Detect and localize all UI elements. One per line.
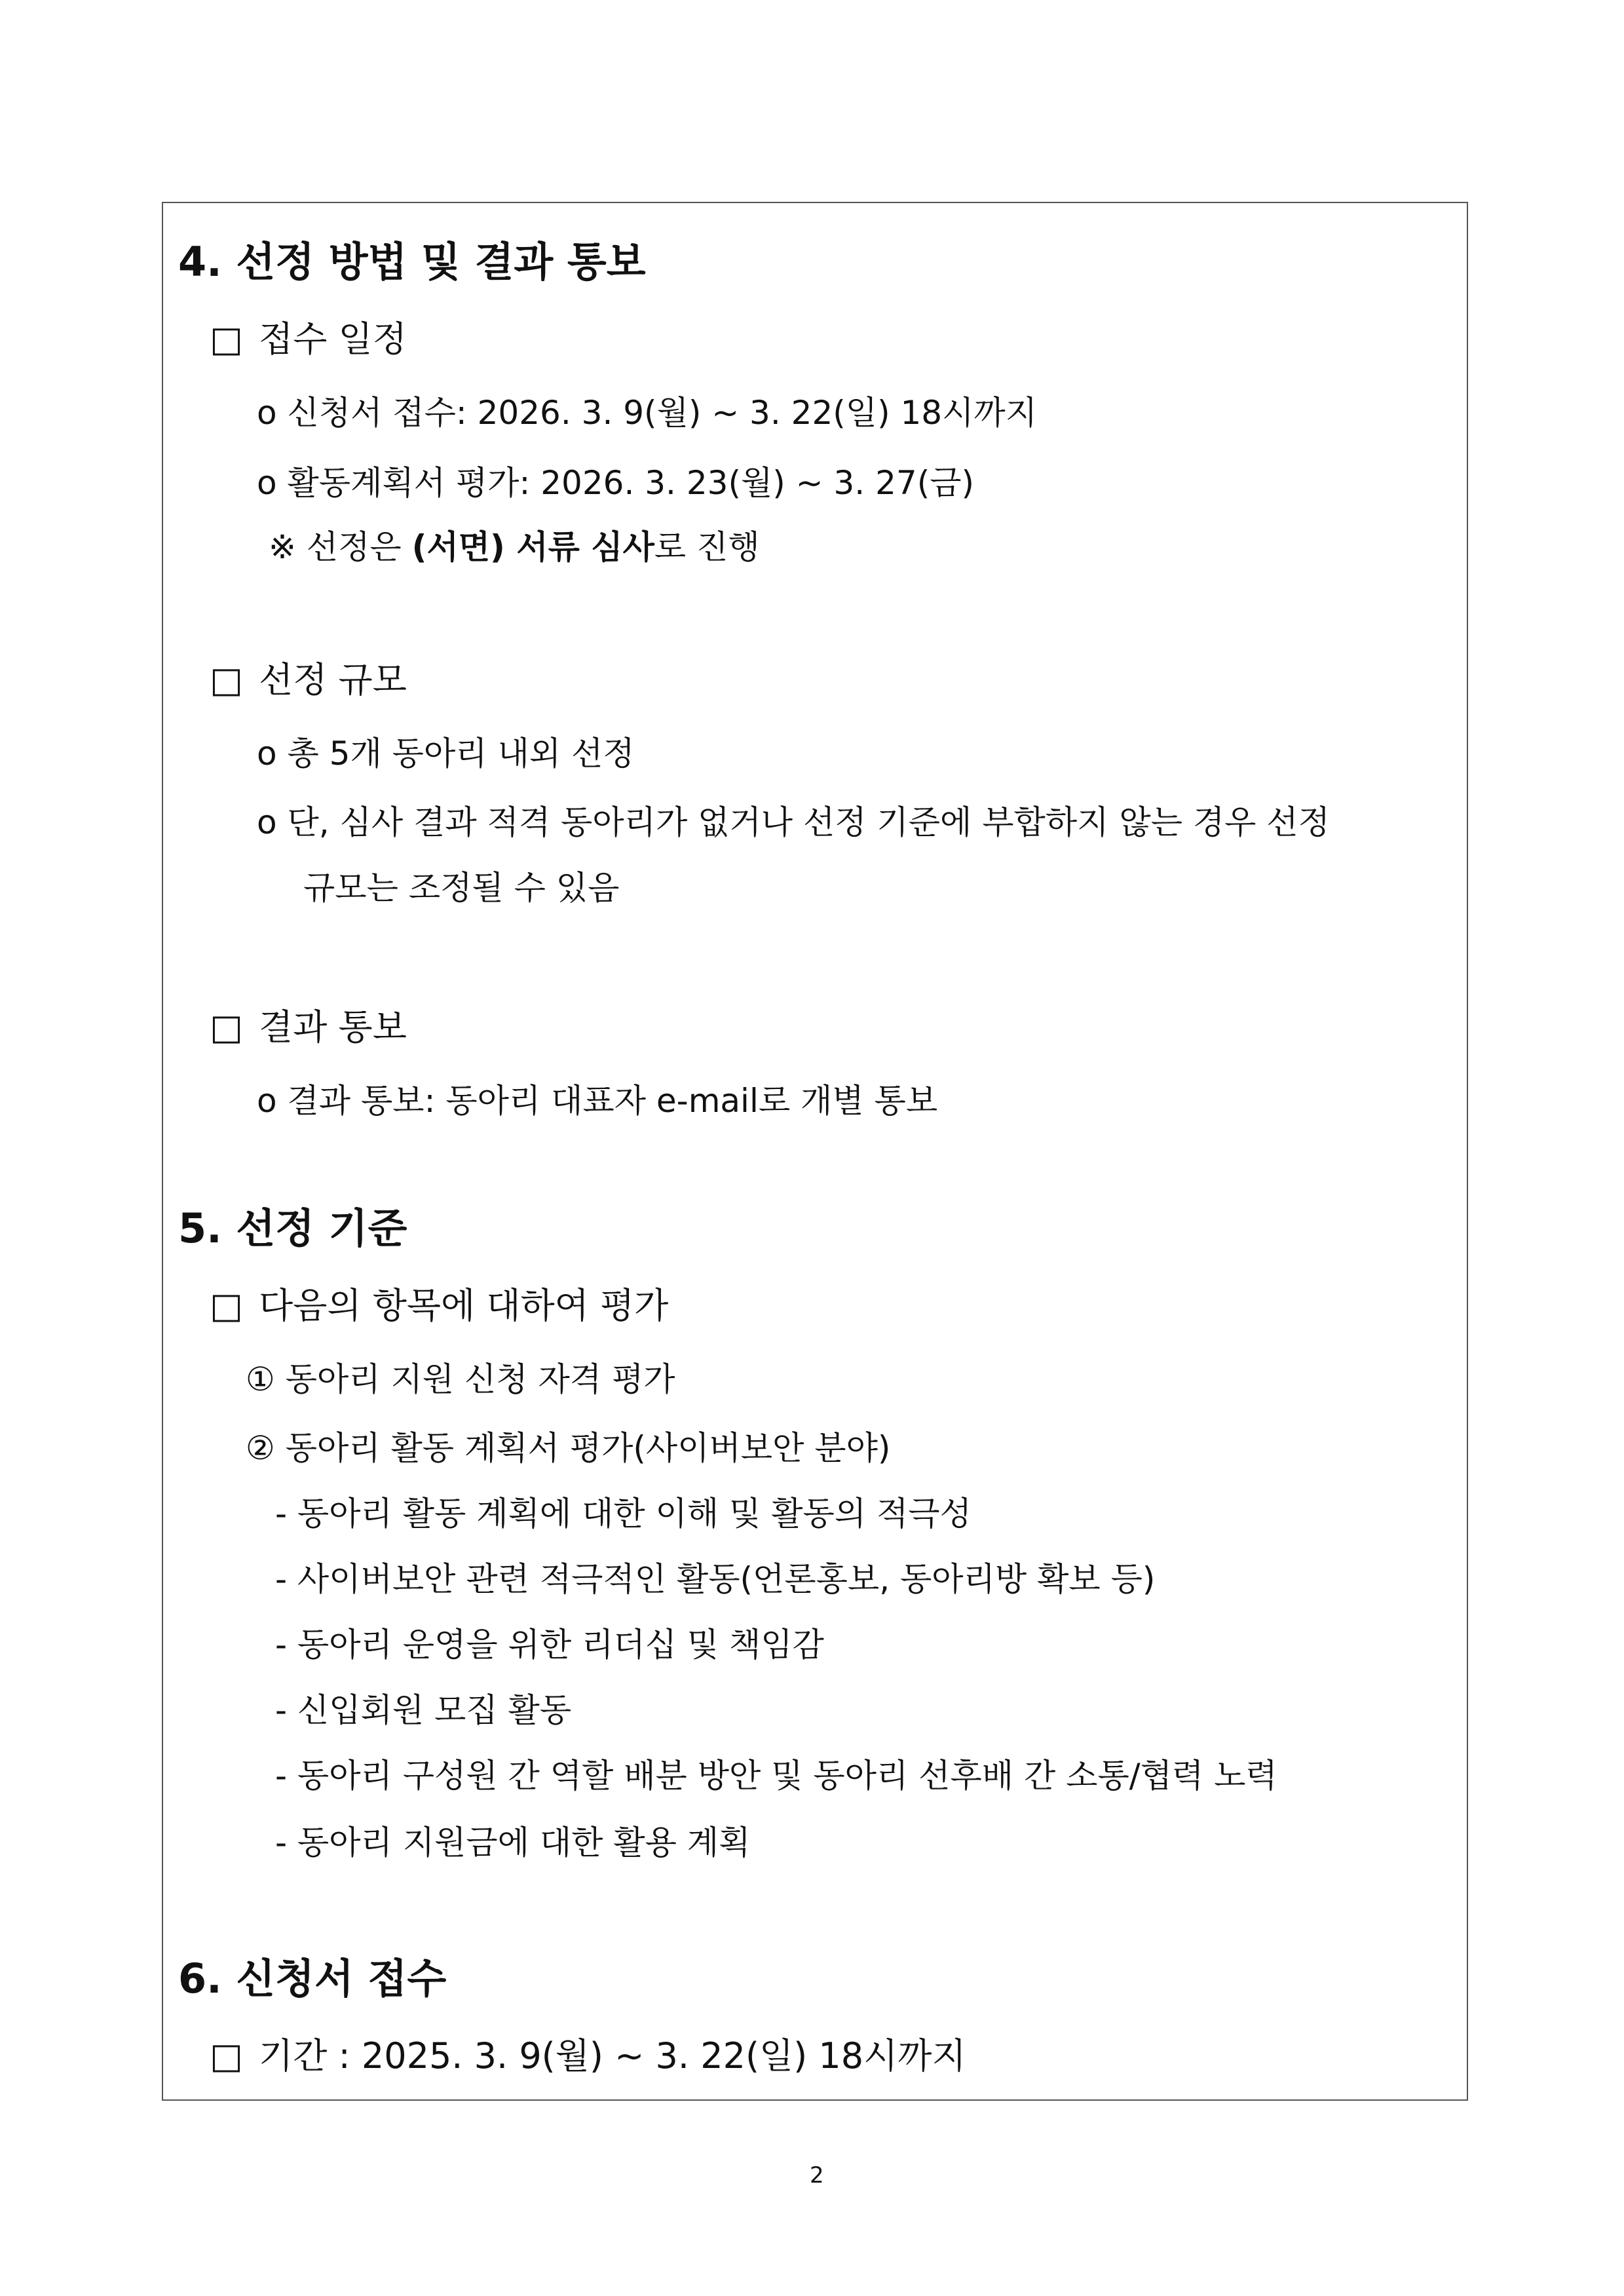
criteria-numbered-1: ① 동아리 지원 신청 자격 평가 — [246, 1360, 675, 1398]
reception-item-2: o 활동계획서 평가: 2026. 3. 23(월) ~ 3. 27(금) — [257, 464, 975, 502]
scale-item-1: o 총 5개 동아리 내외 선정 — [257, 735, 635, 773]
criteria-bullet-3: - 동아리 운영을 위한 리더십 및 책임감 — [275, 1626, 824, 1664]
reception-note — [269, 521, 760, 568]
result-heading-label: 결과 통보 — [259, 1006, 407, 1048]
note-suffix: 로 진행 — [654, 528, 760, 566]
scale-heading-label: 선정 규모 — [259, 659, 407, 700]
criteria-heading-label: 다음의 항목에 대하여 평가 — [259, 1285, 669, 1326]
note-prefix: ※ 선정은 — [269, 528, 412, 566]
criteria-bullet-6: - 동아리 지원금에 대한 활용 계획 — [275, 1824, 751, 1862]
page-number: 2 — [810, 2162, 824, 2189]
note-bold: (서면) 서류 심사 — [411, 528, 654, 566]
criteria-bullet-5: - 동아리 구성원 간 역할 배분 방안 및 동아리 선후배 간 소통/협력 노력 — [275, 1757, 1277, 1795]
reception-heading — [210, 311, 407, 362]
reception-item-1: o 신청서 접수: 2026. 3. 9(월) ~ 3. 22(일) 18시까지 — [257, 394, 1038, 432]
section-4-title: 4. 선정 방법 및 결과 통보 — [178, 238, 646, 286]
criteria-bullet-1: - 동아리 활동 계획에 대한 이해 및 활동의 적극성 — [275, 1495, 972, 1533]
application-period — [210, 2028, 966, 2078]
checkbox-icon: □ — [210, 318, 244, 360]
result-item-1: o 결과 통보: 동아리 대표자 e-mail로 개별 통보 — [257, 1082, 938, 1120]
application-period-label: 기간 : 2025. 3. 9(월) ~ 3. 22(일) 18시까지 — [259, 2035, 966, 2076]
checkbox-icon: □ — [210, 2035, 244, 2076]
section-6-title: 6. 신청서 접수 — [178, 1955, 447, 2002]
criteria-bullet-4: - 신입회원 모집 활동 — [275, 1691, 572, 1729]
criteria-bullet-2: - 사이버보안 관련 적극적인 활동(언론홍보, 동아리방 확보 등) — [275, 1560, 1156, 1598]
scale-item-2-cont: 규모는 조정될 수 있음 — [303, 869, 620, 907]
scale-item-2: o 단, 심사 결과 적격 동아리가 없거나 선정 기준에 부합하지 않는 경우 선정 — [257, 803, 1330, 841]
checkbox-icon: □ — [210, 1285, 244, 1326]
section-5-title: 5. 선정 기준 — [178, 1204, 407, 1252]
checkbox-icon: □ — [210, 1006, 244, 1048]
criteria-numbered-2: ② 동아리 활동 계획서 평가(사이버보안 분야) — [246, 1429, 891, 1467]
criteria-heading — [210, 1278, 668, 1328]
result-heading — [210, 999, 407, 1050]
scale-heading — [210, 652, 407, 702]
reception-heading-label: 접수 일정 — [259, 318, 407, 360]
checkbox-icon: □ — [210, 659, 244, 700]
